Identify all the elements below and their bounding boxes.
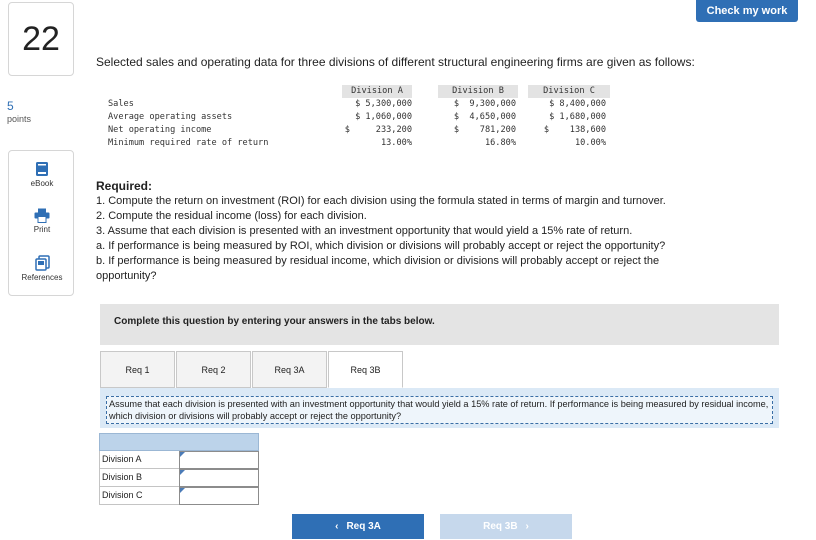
answer-table-header: [99, 433, 259, 451]
tab-req-2[interactable]: Req 2: [176, 351, 251, 388]
required-title: Required:: [96, 179, 153, 193]
required-line: a. If performance is being measured by ROI, which division or divisions will probably accept or reject the opportunity?: [96, 240, 666, 252]
required-line: 1. Compute the return on investment (ROI) for each division using the formula stated in terms of margin and turnover.: [96, 195, 666, 207]
row-label: Net operating income: [108, 125, 212, 135]
next-req-label: Req 3B: [483, 521, 518, 532]
required-section: [96, 179, 756, 284]
instruction-text: Complete this question by entering your answers in the tabs below.: [114, 316, 435, 327]
tab-question-text: Assume that each division is presented with an investment opportunity that would yield a 15% rate of return. If performance is being measured by residual income, which division or divisions will probably accept or reject the opportunity?: [106, 396, 773, 424]
previous-req-label: Req 3A: [346, 521, 381, 532]
cell-value: $ 9,300,000: [453, 99, 516, 109]
row-label: Average operating assets: [108, 112, 233, 122]
row-label: Sales: [108, 99, 134, 109]
tab-req-3b[interactable]: Req 3B: [328, 351, 403, 388]
check-my-work-button[interactable]: Check my work: [696, 0, 798, 22]
column-header-division-b: Division B: [438, 85, 518, 98]
question-number: 22: [8, 2, 74, 76]
points-label: points: [7, 114, 32, 124]
table-header-row: [104, 85, 610, 98]
tools-panel: [8, 150, 74, 296]
required-line: 2. Compute the residual income (loss) for each division.: [96, 210, 367, 222]
chevron-left-icon: ‹: [335, 521, 339, 532]
row-label: Minimum required rate of return: [108, 138, 269, 148]
ebook-icon: [35, 161, 49, 177]
answer-row-label: Division B: [102, 472, 143, 482]
division-a-answer-input[interactable]: [179, 451, 259, 469]
column-header-division-a: Division A: [342, 85, 412, 98]
cell-value: $ 4,650,000: [453, 112, 516, 122]
table-row: [104, 124, 610, 137]
required-line: opportunity?: [96, 270, 157, 282]
ebook-link[interactable]: [9, 161, 75, 188]
chevron-right-icon: ›: [525, 521, 529, 532]
required-line: 3. Assume that each division is presented with an investment opportunity that would yield a 15% rate of return.: [96, 225, 633, 237]
problem-intro: Selected sales and operating data for three divisions of different structural engineering firms are given as follows:: [96, 55, 695, 69]
cell-value: 16.80%: [484, 138, 516, 148]
print-icon: [34, 208, 50, 223]
answer-row-label: Division C: [102, 490, 143, 500]
next-req-button[interactable]: [440, 514, 572, 539]
cell-value: $ 1,060,000: [355, 112, 412, 122]
print-link[interactable]: [9, 208, 75, 234]
cell-value: $ 138,600: [543, 125, 606, 135]
cell-value: 10.00%: [574, 138, 606, 148]
division-data-table: [104, 85, 610, 150]
references-icon: [35, 255, 50, 271]
column-header-division-c: Division C: [528, 85, 610, 98]
previous-req-button[interactable]: [292, 514, 424, 539]
cell-value: $ 5,300,000: [355, 99, 412, 109]
cell-value: $ 781,200: [453, 125, 516, 135]
cell-value: $ 233,200: [344, 125, 412, 135]
instruction-bar: [100, 304, 779, 345]
answer-row-label: Division A: [102, 454, 142, 464]
required-line: b. If performance is being measured by residual income, which division or divisions will probably accept or reject the: [96, 255, 660, 267]
tab-req-1[interactable]: Req 1: [100, 351, 175, 388]
table-row: [104, 98, 610, 111]
table-row: [104, 137, 610, 150]
division-b-answer-input[interactable]: [179, 469, 259, 487]
points-value: 5: [7, 99, 14, 113]
ebook-label: eBook: [30, 179, 54, 188]
references-link[interactable]: [9, 255, 75, 282]
cell-value: 13.00%: [380, 138, 412, 148]
table-row: [104, 111, 610, 124]
print-label: Print: [33, 225, 51, 234]
cell-value: $ 1,680,000: [549, 112, 606, 122]
tab-req-3a[interactable]: Req 3A: [252, 351, 327, 388]
cell-value: $ 8,400,000: [549, 99, 606, 109]
references-label: References: [21, 273, 63, 282]
division-c-answer-input[interactable]: [179, 487, 259, 505]
